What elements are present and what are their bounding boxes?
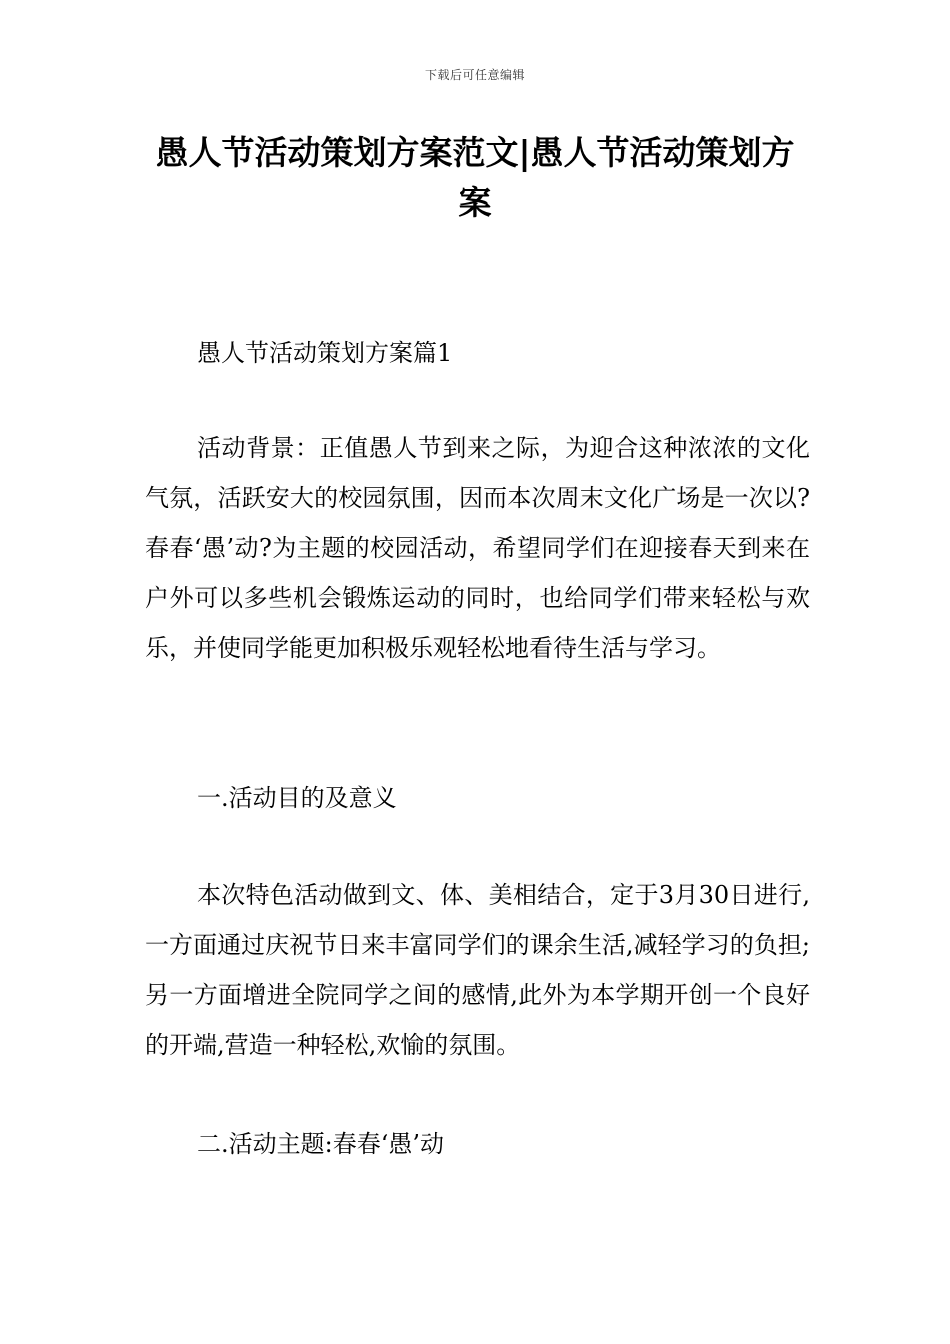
background-paragraph: 活动背景：正值愚人节到来之际，为迎合这种浓浓的文化气氛，活跃安大的校园氛围，因而本次周末文化广场是一次以?春春‘愚’动?为主题的校园活动，希望同学们在迎接春天到来在户外可以多些机会锻炼运动的同时，也给同学们带来轻松与欢乐，并使同学能更加积极乐观轻松地看待生活与学习。 <box>145 434 810 662</box>
theme-heading: 二.活动主题:春春‘愚’动 <box>197 1130 444 1158</box>
purpose-heading: 一.活动目的及意义 <box>197 784 397 812</box>
document-title: 愚人节活动策划方案范文|愚人节活动策划方案 <box>155 133 795 222</box>
purpose-paragraph: 本次特色活动做到文、体、美相结合，定于3月30日进行,一方面通过庆祝节日来丰富同学们的课余生活,减轻学习的负担;另一方面增进全院同学之间的感情,此外为本学期开创一个良好的开端,营造一种轻松,欢愉的氛围。 <box>145 881 810 1059</box>
section-heading: 愚人节活动策划方案篇1 <box>197 339 453 367</box>
header-note: 下载后可任意编辑 <box>424 68 525 82</box>
